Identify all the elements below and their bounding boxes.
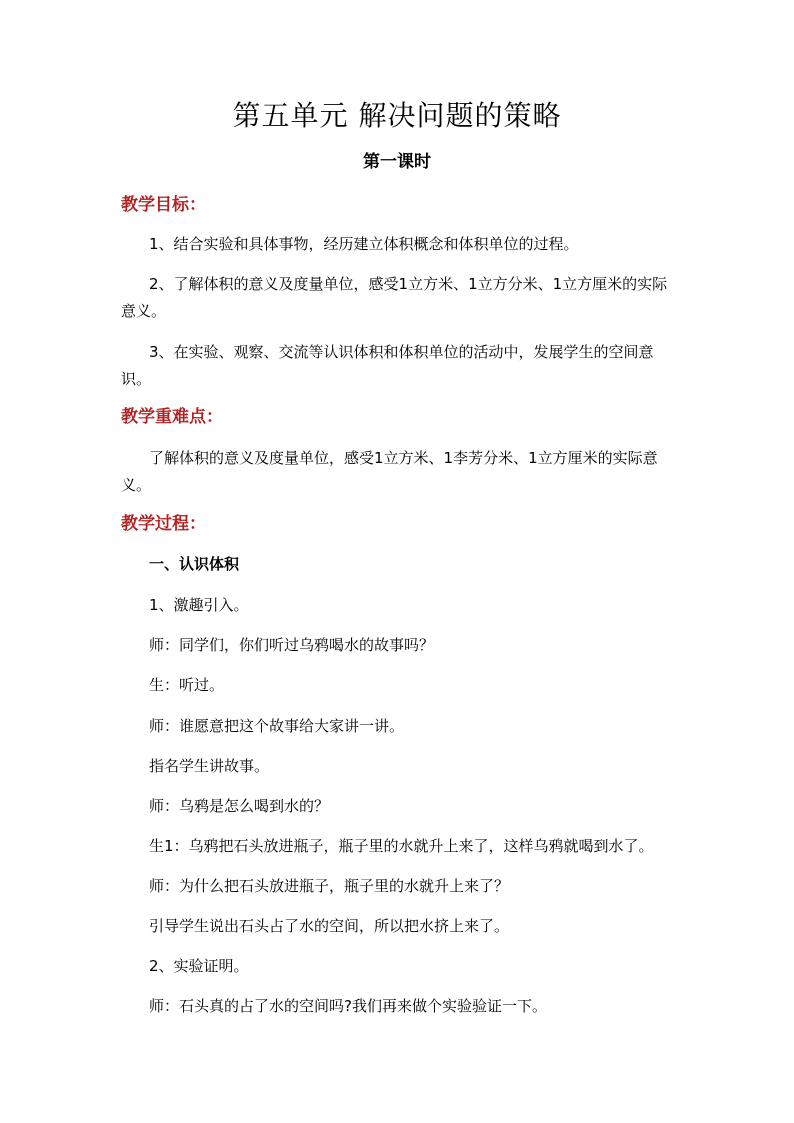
objective-item-3: 3、在实验、观察、交流等认识体积和体积单位的活动中，发展学生的空间意识。 xyxy=(121,343,654,388)
process-line: 1、激趣引入。 xyxy=(149,596,249,614)
objectives-heading: 教学目标： xyxy=(121,195,206,215)
process-line: 师：石头真的占了水的空间吗?我们再来做个实验验证一下。 xyxy=(149,997,547,1015)
process-line: 师：同学们，你们听过乌鸦喝水的故事吗？ xyxy=(149,636,435,654)
process-line: 师：谁愿意把这个故事给大家讲一讲。 xyxy=(149,717,405,735)
objective-item-1: 1、结合实验和具体事物，经历建立体积概念和体积单位的过程。 xyxy=(149,235,579,253)
process-line: 引导学生说出石头占了水的空间，所以把水挤上来了。 xyxy=(149,917,510,935)
process-line: 生1：乌鸦把石头放进瓶子，瓶子里的水就升上来了，这样乌鸦就喝到水了。 xyxy=(149,837,654,855)
section-title-recognize-volume: 一、认识体积 xyxy=(149,555,240,573)
process-line: 师：为什么把石头放进瓶子，瓶子里的水就升上来了？ xyxy=(149,877,510,895)
process-line: 师：乌鸦是怎么喝到水的？ xyxy=(149,797,330,815)
key-points-heading: 教学重难点： xyxy=(121,407,223,427)
objective-item-2: 2、了解体积的意义及度量单位，感受1立方米、1立方分米、1立方厘米的实际意义。 xyxy=(121,275,668,320)
process-heading: 教学过程： xyxy=(121,514,206,534)
lesson-subtitle: 第一课时 xyxy=(363,152,431,172)
process-line: 指名学生讲故事。 xyxy=(149,757,270,775)
document-title: 第五单元 解决问题的策略 xyxy=(232,99,562,132)
key-points-text: 了解体积的意义及度量单位，感受1立方米、1李芳分米、1立方厘米的实际意义。 xyxy=(121,449,658,494)
process-line: 2、实验证明。 xyxy=(149,957,249,975)
process-line: 生：听过。 xyxy=(149,676,225,694)
